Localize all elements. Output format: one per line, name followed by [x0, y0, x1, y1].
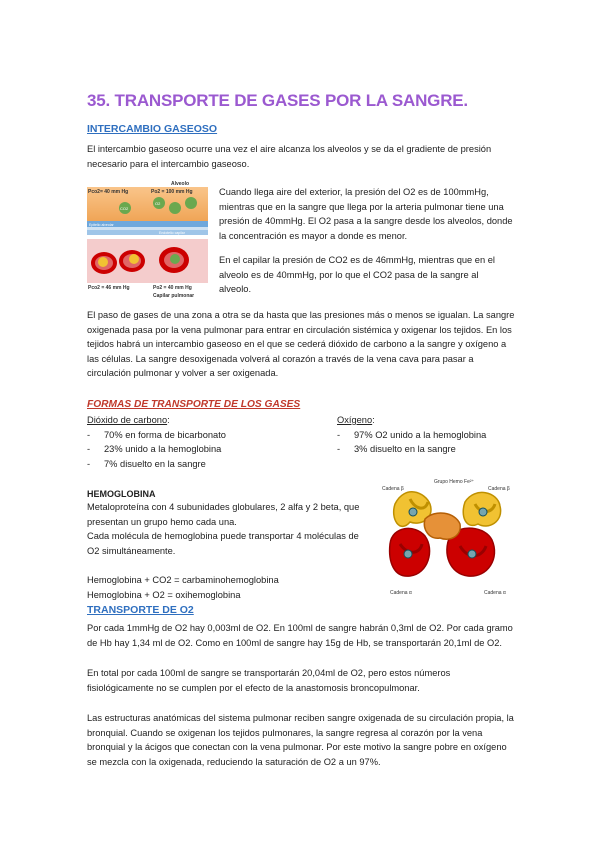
list-item: - 70% en forma de bicarbonato [87, 428, 317, 443]
co2-column-title: Dióxido de carbono [87, 415, 168, 425]
intercambio-paragraph-o2: Cuando llega aire del exterior, la presión del O2 es de 100mmHg, mientras que en la sangre que llega por la arteria pulmonar tiene una presión de 40mmHg. El O2 pasa a la sangre desde los alveolos, donde la concentración es mayor a donde es menor. [219, 187, 513, 241]
list-item: - 97% O2 unido a la hemoglobina [337, 428, 537, 443]
hemo-group-label: Grupo Hemo Fe²⁺ [434, 479, 475, 485]
diagram-po2-bottom: Po2 = 40 mm Hg [153, 285, 192, 291]
page-title: 35. TRANSPORTE DE GASES POR LA SANGRE. [87, 91, 468, 110]
hemoglobina-description [87, 500, 372, 602]
diagram-epitelio: Epitelio alveolar [89, 223, 114, 227]
section-heading-formas: FORMAS DE TRANSPORTE DE LOS GASES [87, 399, 301, 410]
hemoglobina-line-2: Cada molécula de hemoglobina puede transportar 4 moléculas de O2 simultáneamente. [87, 531, 359, 556]
hemoglobina-equation-co2: Hemoglobina + CO2 = carbaminohemoglobina [87, 574, 279, 585]
diagram-capilar-label: Capilar pulmonar [153, 293, 195, 299]
hemoglobina-line-1: Metaloproteína con 4 subunidades globulares, 2 alfa y 2 beta, que presentan un grupo hemo cada una. [87, 502, 360, 527]
diagram-pco2-bottom: Pco2 = 46 mm Hg [88, 285, 130, 291]
alpha-chain-left-label: Cadena α [390, 590, 412, 596]
diagram-pco2-top: Pco2= 40 mm Hg [88, 189, 129, 195]
list-item: - 7% disuelto en la sangre [87, 457, 317, 472]
intercambio-paragraph-co2: En el capilar la presión de CO2 es de 46mmHg, mientras que en el alveolo es de 40mmHg, por lo que el CO2 pasa de la sangre al alveolo. [219, 255, 495, 295]
section-heading-hemoglobina: HEMOGLOBINA [87, 489, 156, 499]
transporte-o2-paragraph-2: En total por cada 100ml de sangre se transportarán 20,04ml de O2, pero estos números fisiológicamente no se cumplen por el efecto de la anastomosis broncopulmonar. [87, 668, 451, 693]
hemoglobin-structure-figure [380, 474, 516, 602]
transporte-o2-paragraph-1: Por cada 1mmHg de O2 hay 0,003ml de O2. En 100ml de sangre habrán 0,3ml de O2. Por cada gramo de Hb hay 1,34 ml de O2. Como en 100ml de sangre hay 15g de Hb, se transportarán 20,1ml de O2. [87, 623, 513, 648]
diagram-o2-label: O2 [155, 201, 161, 206]
alpha-chain-right-label: Cadena α [484, 590, 506, 596]
section-heading-intercambio: INTERCAMBIO GASEOSO [87, 123, 218, 135]
list-item: - 3% disuelto en la sangre [337, 442, 537, 457]
o2-transport-list [337, 428, 537, 457]
list-item: - 23% unido a la hemoglobina [87, 442, 317, 457]
co2-transport-list [87, 428, 317, 472]
diagram-po2-top: Po2 = 100 mm Hg [151, 189, 193, 195]
hemoglobina-equation-o2: Hemoglobina + O2 = oxihemoglobina [87, 589, 241, 600]
o2-transport-column: Oxígeno: - 97% O2 unido a la hemoglobina - 3% disuelto en la sangre [337, 413, 537, 457]
alveolar-exchange-diagram [87, 179, 208, 300]
transporte-o2-paragraph-3: Las estructuras anatómicas del sistema pulmonar reciben sangre oxigenada de su circulación propia, la bronquial. Cuando se oxigenan los tejidos pulmonares, la sangre regresa al corazón por la vena bronquial y la ácigos que conectan con la vena pulmonar. Por este motivo la sangre pobre en oxígeno se mezcla con la oxigenada, reduciendo la saturación de O2 a un 97%. [87, 713, 514, 767]
intercambio-paragraph-circulacion: El paso de gases de una zona a otra se da hasta que las presiones más o menos se igualan. La sangre oxigenada pasa por la vena pulmonar para entrar en circulación sistémica y oxigenar los tejidos. En los tejidos habrá un intercambio gaseoso en el que se cederá dióxido de carbono a la sangre y oxígeno a las células. La sangre desoxigenada volverá al corazón a través de la vena cava para pasar a circulación pulmonar y volver a ser oxigenada. [87, 310, 515, 379]
diagram-alveolo-label: Alveolo [171, 181, 190, 187]
beta-chain-left-label: Cadena β [382, 486, 404, 492]
diagram-co2-label: CO2 [120, 206, 129, 211]
section-heading-transporte-o2: TRANSPORTE DE O2 [87, 604, 194, 616]
co2-transport-column: Dióxido de carbono: - 70% en forma de bicarbonato - 23% unido a la hemoglobina - 7% disuelto en la sangre [87, 413, 317, 471]
beta-chain-right-label: Cadena β [488, 486, 510, 492]
diagram-endotelio: Endotelio capilar [159, 231, 185, 235]
o2-column-title: Oxígeno [337, 415, 373, 425]
intercambio-intro: El intercambio gaseoso ocurre una vez el aire alcanza los alveolos y se da el gradiente de presión necesario para el intercambio gaseoso. [87, 144, 492, 169]
